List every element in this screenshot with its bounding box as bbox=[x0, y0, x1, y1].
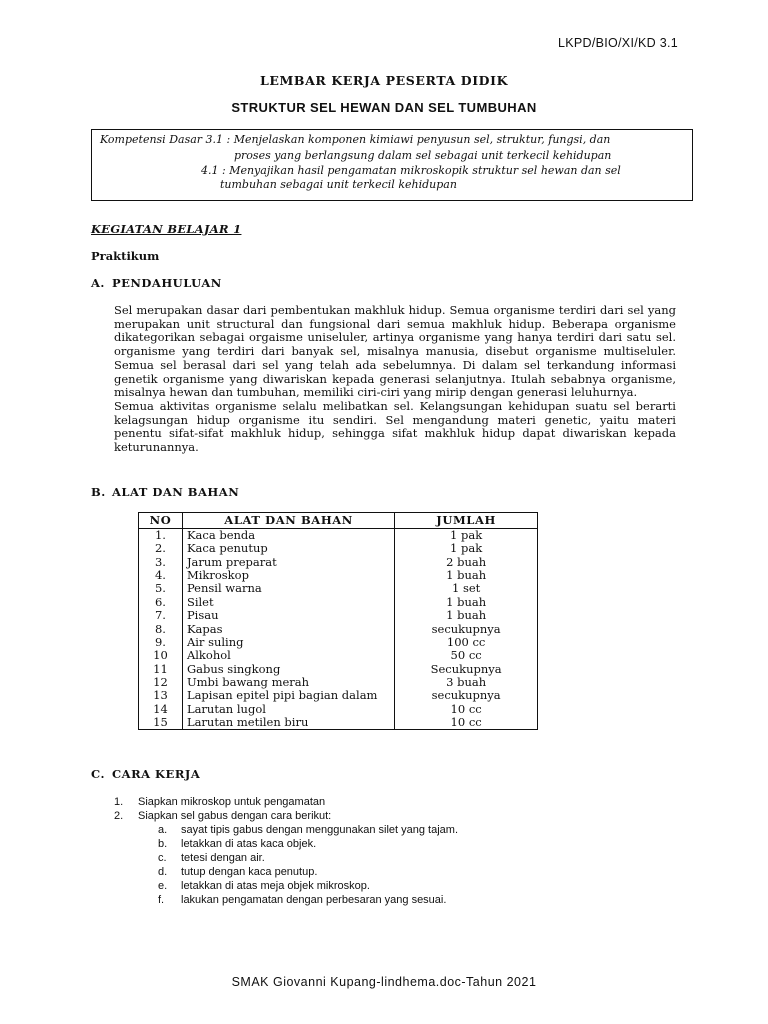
table-row bbox=[139, 649, 538, 662]
document-subtitle: STRUKTUR SEL HEWAN DAN SEL TUMBUHAN bbox=[231, 100, 537, 115]
section-title: ALAT DAN BAHAN bbox=[112, 485, 240, 499]
table-cell-no: 4. bbox=[139, 569, 183, 582]
table-row bbox=[139, 622, 538, 635]
table-row bbox=[139, 689, 538, 702]
table-cell-item: Jarum preparat bbox=[182, 555, 394, 568]
section-heading-b bbox=[91, 485, 239, 499]
tools-table bbox=[138, 512, 538, 730]
substep-letter: a. bbox=[158, 824, 168, 836]
table-cell-no: 6. bbox=[139, 595, 183, 608]
activity-type: Praktikum bbox=[91, 249, 160, 263]
table-cell-no: 13 bbox=[139, 689, 183, 702]
table-cell-no: 8. bbox=[139, 622, 183, 635]
table-cell-qty: 1 pak bbox=[395, 542, 538, 555]
table-cell-qty: 1 pak bbox=[395, 528, 538, 542]
table-cell-no: 2. bbox=[139, 542, 183, 555]
section-title: PENDAHULUAN bbox=[112, 276, 222, 290]
intro-paragraph: Sel merupakan dasar dari pembentukan makhluk hidup. Semua organisme terdiri dari sel yang merupakan unit structural dan fungsional dari semua makhluk hidup. Beberapa organisme dikategorikan sebagai orgaisme uniseluler, artinya organisme yang hanya terdiri dari satu sel. organisme yang terdiri dari banyak sel, misalnya manusia, disebut organisme multiseluler. Semua sel berasal dari sel yang telah ada sebelumnya. Di dalam sel terkandung informasi genetik organisme yang diwariskan kepada generasi selanjutnya. Itulah sebabnya organisme, misalnya hewan dan tumbuhan, memiliki ciri-ciri yang mirip dengan generasi leluhurnya. bbox=[114, 303, 676, 400]
table-cell-qty: 1 buah bbox=[395, 569, 538, 582]
table-cell-no: 11 bbox=[139, 662, 183, 675]
table-row bbox=[139, 676, 538, 689]
procedure-step bbox=[114, 795, 458, 809]
table-cell-no: 5. bbox=[139, 582, 183, 595]
table-cell-qty: Secukupnya bbox=[395, 662, 538, 675]
table-cell-qty: 1 set bbox=[395, 582, 538, 595]
competency-line: Kompetensi Dasar 3.1 : Menjelaskan komponen kimiawi penyusun sel, struktur, fungsi, dan bbox=[100, 133, 611, 146]
procedure-substep bbox=[114, 851, 458, 865]
section-heading-a bbox=[91, 276, 222, 290]
table-row bbox=[139, 569, 538, 582]
table-cell-item: Alkohol bbox=[182, 649, 394, 662]
table-header-item: ALAT DAN BAHAN bbox=[182, 513, 394, 529]
substep-text: tetesi dengan air. bbox=[181, 852, 265, 864]
table-header-no: NO bbox=[139, 513, 183, 529]
substep-text: letakkan di atas meja objek mikroskop. bbox=[181, 880, 370, 892]
table-cell-qty: 1 buah bbox=[395, 595, 538, 608]
table-cell-item: Kapas bbox=[182, 622, 394, 635]
step-text: Siapkan sel gabus dengan cara berikut: bbox=[138, 810, 332, 822]
table-cell-item: Umbi bawang merah bbox=[182, 676, 394, 689]
table-cell-item: Mikroskop bbox=[182, 569, 394, 582]
table-row bbox=[139, 609, 538, 622]
competency-line: 4.1 : Menyajikan hasil pengamatan mikroskopik struktur sel hewan dan sel bbox=[201, 164, 621, 177]
procedure-step bbox=[114, 809, 458, 823]
table-row bbox=[139, 528, 538, 542]
document-title: LEMBAR KERJA PESERTA DIDIK bbox=[259, 73, 509, 88]
step-number: 1. bbox=[114, 796, 124, 808]
substep-letter: f. bbox=[158, 894, 165, 906]
substep-text: lakukan pengamatan dengan perbesaran yang sesuai. bbox=[181, 894, 447, 906]
table-cell-item: Pisau bbox=[182, 609, 394, 622]
table-row bbox=[139, 702, 538, 715]
table-cell-item: Larutan lugol bbox=[182, 702, 394, 715]
procedure-substep bbox=[114, 837, 458, 851]
table-cell-qty: secukupnya bbox=[395, 689, 538, 702]
section-title: CARA KERJA bbox=[112, 767, 201, 781]
table-row bbox=[139, 542, 538, 555]
table-cell-no: 10 bbox=[139, 649, 183, 662]
step-text: Siapkan mikroskop untuk pengamatan bbox=[138, 796, 326, 808]
table-cell-qty: 50 cc bbox=[395, 649, 538, 662]
activity-title: KEGIATAN BELAJAR 1 bbox=[91, 222, 242, 236]
competency-box bbox=[91, 129, 693, 201]
substep-letter: d. bbox=[158, 866, 168, 878]
table-row bbox=[139, 662, 538, 675]
table-cell-no: 7. bbox=[139, 609, 183, 622]
table-row bbox=[139, 595, 538, 608]
table-cell-qty: 2 buah bbox=[395, 555, 538, 568]
table-cell-item: Air suling bbox=[182, 636, 394, 649]
substep-text: sayat tipis gabus dengan menggunakan silet yang tajam. bbox=[181, 824, 459, 836]
procedure-list bbox=[114, 795, 458, 907]
table-row bbox=[139, 582, 538, 595]
table-cell-no: 15 bbox=[139, 716, 183, 730]
section-letter: C. bbox=[91, 767, 105, 781]
table-cell-no: 12 bbox=[139, 676, 183, 689]
intro-text bbox=[114, 304, 676, 455]
table-cell-qty: secukupnya bbox=[395, 622, 538, 635]
section-heading-c bbox=[91, 767, 200, 781]
table-header-row bbox=[139, 513, 538, 529]
table-cell-qty: 10 cc bbox=[395, 702, 538, 715]
table-row bbox=[139, 636, 538, 649]
step-number: 2. bbox=[114, 810, 124, 822]
competency-line: proses yang berlangsung dalam sel sebagai unit terkecil kehidupan bbox=[234, 149, 612, 162]
table-cell-item: Gabus singkong bbox=[182, 662, 394, 675]
table-cell-item: Pensil warna bbox=[182, 582, 394, 595]
document-code: LKPD/BIO/XI/KD 3.1 bbox=[557, 36, 678, 50]
table-cell-item: Larutan metilen biru bbox=[182, 716, 394, 730]
table-row bbox=[139, 716, 538, 730]
substep-letter: e. bbox=[158, 880, 168, 892]
table-row bbox=[139, 555, 538, 568]
table-cell-item: Kaca penutup bbox=[182, 542, 394, 555]
section-letter: A. bbox=[91, 276, 105, 290]
section-letter: B. bbox=[91, 485, 106, 499]
substep-letter: c. bbox=[158, 852, 167, 864]
table-cell-no: 3. bbox=[139, 555, 183, 568]
table-cell-no: 1. bbox=[139, 528, 183, 542]
page-footer: SMAK Giovanni Kupang-lindhema.doc-Tahun 2021 bbox=[231, 975, 537, 989]
table-cell-qty: 100 cc bbox=[395, 636, 538, 649]
table-cell-qty: 3 buah bbox=[395, 676, 538, 689]
table-cell-item: Lapisan epitel pipi bagian dalam bbox=[182, 689, 394, 702]
intro-paragraph: Semua aktivitas organisme selalu melibatkan sel. Kelangsungan kehidupan suatu sel berarti kelagsungan hidup organisme itu sendiri. Sel mengandung materi genetic, yaitu materi penentu sifat-sifat makhluk hidup, sehingga sifat makhluk hidup dapat diwariskan kepada keturunannya. bbox=[114, 398, 676, 455]
table-cell-no: 14 bbox=[139, 702, 183, 715]
substep-text: letakkan di atas kaca objek. bbox=[181, 838, 317, 850]
table-header-qty: JUMLAH bbox=[395, 513, 538, 529]
substep-text: tutup dengan kaca penutup. bbox=[181, 866, 318, 878]
procedure-substep bbox=[114, 893, 458, 907]
table-cell-no: 9. bbox=[139, 636, 183, 649]
competency-line: tumbuhan sebagai unit terkecil kehidupan bbox=[220, 178, 457, 191]
table-cell-item: Kaca benda bbox=[182, 528, 394, 542]
procedure-substep bbox=[114, 823, 458, 837]
table-cell-qty: 10 cc bbox=[395, 716, 538, 730]
substep-letter: b. bbox=[158, 838, 168, 850]
table-cell-item: Silet bbox=[182, 595, 394, 608]
procedure-substep bbox=[114, 865, 458, 879]
table-cell-qty: 1 buah bbox=[395, 609, 538, 622]
procedure-substep bbox=[114, 879, 458, 893]
